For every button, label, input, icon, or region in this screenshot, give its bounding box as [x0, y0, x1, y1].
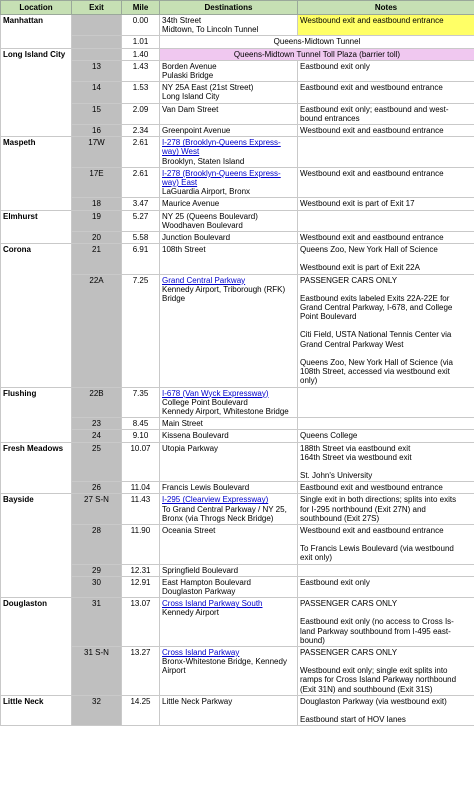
notes-cell	[298, 244, 474, 274]
table-row	[1, 430, 474, 442]
route-link[interactable]: way) East	[162, 178, 198, 188]
line-gap	[300, 535, 472, 544]
notes-cell	[298, 598, 474, 647]
exit-cell: 14	[72, 82, 122, 103]
destinations-cell	[160, 15, 298, 36]
notes-cell	[298, 695, 474, 725]
header-notes: Notes	[298, 1, 474, 15]
text-line: Eastbound start of HOV lanes	[300, 714, 406, 724]
line-gap	[300, 321, 472, 330]
notes-cell	[298, 524, 474, 564]
text-line: NY 25A East (21st Street)	[162, 83, 254, 93]
mile-cell: 10.07	[122, 442, 160, 482]
destinations-cell	[160, 137, 298, 168]
exit-cell: 21	[72, 244, 122, 274]
route-link[interactable]: I-678 (Van Wyck Expressway)	[162, 388, 269, 398]
table-row	[1, 418, 474, 430]
text-line: Queens Zoo, New York Hall of Science	[300, 245, 438, 255]
text-line: Woodhaven Boulevard	[162, 220, 243, 230]
text-line: Utopia Parkway	[162, 443, 219, 453]
exit-cell: 30	[72, 576, 122, 597]
notes-cell	[298, 482, 474, 494]
mile-cell: 7.25	[122, 274, 160, 387]
location-cell: Bayside	[1, 494, 72, 598]
route-link[interactable]: I-278 (Brooklyn-Queens Express-	[162, 168, 281, 178]
exit-cell: 27 S-N	[72, 494, 122, 525]
notes-cell	[298, 103, 474, 124]
location-cell: Manhattan	[1, 15, 72, 49]
mile-cell: 8.45	[122, 418, 160, 430]
table-row	[1, 103, 474, 124]
text-line: To Francis Lewis Boulevard (via westbound	[300, 544, 454, 554]
mile-cell: 1.53	[122, 82, 160, 103]
notes-cell	[298, 167, 474, 198]
table-row	[1, 210, 474, 231]
destinations-cell	[160, 274, 298, 387]
exit-cell: 16	[72, 125, 122, 137]
table-row	[1, 482, 474, 494]
mile-cell: 14.25	[122, 695, 160, 725]
table-row	[1, 82, 474, 103]
text-line: Eastbound exit only; eastbound and west-	[300, 104, 449, 114]
notes-cell	[298, 646, 474, 695]
destinations-cell	[160, 695, 298, 725]
location-cell: Maspeth	[1, 137, 72, 210]
location-cell: Fresh Meadows	[1, 442, 72, 494]
text-line: PASSENGER CARS ONLY	[300, 275, 398, 285]
mile-cell: 1.40	[122, 48, 160, 60]
table-row	[1, 167, 474, 198]
text-line: Eastbound exit only	[300, 577, 370, 587]
text-line: Eastbound exits labeled Exits 22A-22E for	[300, 293, 450, 303]
text-line: NY 25 (Queens Boulevard)	[162, 211, 258, 221]
text-line: Brooklyn, Staten Island	[162, 156, 245, 166]
exit-cell: 32	[72, 695, 122, 725]
exit-cell: 18	[72, 198, 122, 210]
table-row	[1, 198, 474, 210]
destinations-cell	[160, 576, 298, 597]
text-line: bound entrances	[300, 113, 360, 123]
table-row	[1, 564, 474, 576]
destinations-cell	[160, 167, 298, 198]
text-line: Westbound exit is part of Exit 22A	[300, 263, 420, 273]
notes-cell	[298, 232, 474, 244]
text-line: Greenpoint Avenue	[162, 126, 231, 136]
destinations-cell	[160, 418, 298, 430]
text-line: for I-295 northbound (Exit 27N) and	[300, 504, 426, 514]
text-line: Kennedy Airport	[162, 608, 219, 618]
text-line: PASSENGER CARS ONLY	[300, 647, 398, 657]
mile-cell: 1.01	[122, 36, 160, 48]
notes-cell	[298, 82, 474, 103]
table-row	[1, 387, 474, 418]
location-cell: Corona	[1, 244, 72, 387]
notes-cell	[298, 274, 474, 387]
text-line: Eastbound exit and westbound entrance	[300, 83, 443, 93]
text-line: LaGuardia Airport, Bronx	[162, 187, 251, 197]
destinations-cell	[160, 210, 298, 231]
text-line: Bronx (via Throgs Neck Bridge)	[162, 513, 274, 523]
text-line: Eastbound exit and westbound entrance	[300, 483, 443, 493]
destinations-cell	[160, 598, 298, 647]
table-row	[1, 48, 474, 60]
text-line: Queens Zoo, New York Hall of Science (via	[300, 357, 453, 367]
text-line: College Point Boulevard	[162, 397, 248, 407]
table-row	[1, 36, 474, 48]
header-location: Location	[1, 1, 72, 15]
destinations-cell	[160, 198, 298, 210]
text-line: Grand Central Parkway, I-678, and College	[300, 303, 453, 313]
exit-cell: 24	[72, 430, 122, 442]
text-line: 188th Street via eastbound exit	[300, 443, 411, 453]
location-cell: Elmhurst	[1, 210, 72, 244]
text-line: Bronx-Whitestone Bridge, Kennedy	[162, 657, 287, 667]
text-line: Westbound exit only; single exit splits into	[300, 666, 448, 676]
text-line: Westbound exit and eastbound entrance	[300, 126, 444, 136]
notes-cell	[298, 418, 474, 430]
text-line: Main Street	[162, 419, 203, 429]
text-line: Kissena Boulevard	[162, 431, 229, 441]
text-line: 108th Street	[162, 245, 206, 255]
mile-cell: 11.90	[122, 524, 160, 564]
table-row	[1, 524, 474, 564]
notes-cell	[298, 494, 474, 525]
notes-cell	[298, 125, 474, 137]
text-line: Junction Boulevard	[162, 233, 231, 243]
location-cell: Flushing	[1, 387, 72, 442]
text-line: Queens College	[300, 431, 358, 441]
notes-cell	[298, 387, 474, 418]
destinations-cell	[160, 482, 298, 494]
exit-cell: 13	[72, 60, 122, 81]
text-line: exit only)	[300, 553, 333, 563]
notes-cell	[298, 210, 474, 231]
mile-cell: 5.58	[122, 232, 160, 244]
header-mile: Mile	[122, 1, 160, 15]
line-gap	[300, 657, 472, 666]
text-line: Kennedy Airport, Whitestone Bridge	[162, 406, 289, 416]
table-row	[1, 442, 474, 482]
route-link[interactable]: I-278 (Brooklyn-Queens Express-	[162, 138, 281, 148]
text-line: Douglaston Parkway (via westbound exit)	[300, 696, 447, 706]
notes-cell	[298, 15, 474, 36]
destinations-cell	[160, 646, 298, 695]
exit-cell: 15	[72, 103, 122, 124]
text-line: Francis Lewis Boulevard	[162, 483, 250, 493]
exit-cell: 22A	[72, 274, 122, 387]
text-line: Westbound exit and eastbound entrance	[300, 168, 444, 178]
mile-cell: 11.43	[122, 494, 160, 525]
route-link[interactable]: Cross Island Parkway	[162, 647, 240, 657]
text-line: Grand Central Parkway West	[300, 339, 404, 349]
text-line: Maurice Avenue	[162, 199, 220, 209]
table-row	[1, 598, 474, 647]
exit-cell: 17E	[72, 167, 122, 198]
text-line: Eastbound exit only	[300, 61, 370, 71]
notes-cell	[298, 564, 474, 576]
text-line: Eastbound exit only (no access to Cross Is-	[300, 617, 454, 627]
mile-cell: 2.09	[122, 103, 160, 124]
mile-cell: 1.43	[122, 60, 160, 81]
exit-cell: 19	[72, 210, 122, 231]
exit-cell: 26	[72, 482, 122, 494]
text-line: Midtown, To Lincoln Tunnel	[162, 25, 259, 35]
exit-cell: 17W	[72, 137, 122, 168]
header-exit: Exit	[72, 1, 122, 15]
text-line: Borden Avenue	[162, 61, 217, 71]
mile-cell: 5.27	[122, 210, 160, 231]
table-row	[1, 232, 474, 244]
mile-cell: 9.10	[122, 430, 160, 442]
text-line: PASSENGER CARS ONLY	[300, 599, 398, 609]
line-gap	[300, 349, 472, 358]
notes-cell	[298, 576, 474, 597]
table-row	[1, 494, 474, 525]
text-line: Oceania Street	[162, 525, 216, 535]
exit-cell	[72, 15, 122, 36]
mile-cell: 12.91	[122, 576, 160, 597]
span-note-cell: Queens-Midtown Tunnel Toll Plaza (barrier toll)	[160, 48, 474, 60]
destinations-cell	[160, 82, 298, 103]
text-line: Little Neck Parkway	[162, 696, 233, 706]
text-line: 164th Street via westbound exit	[300, 452, 412, 462]
text-line: Springfield Boulevard	[162, 565, 239, 575]
destinations-cell	[160, 564, 298, 576]
text-line: ramps for Cross Island Parkway northbound	[300, 675, 457, 685]
destinations-cell	[160, 387, 298, 418]
text-line: Westbound exit and eastbound entrance	[300, 525, 444, 535]
text-line: Single exit in both directions; splits into exits	[300, 495, 457, 505]
mile-cell: 6.91	[122, 244, 160, 274]
exit-cell: 23	[72, 418, 122, 430]
table-row	[1, 576, 474, 597]
table-row	[1, 274, 474, 387]
notes-cell	[298, 60, 474, 81]
text-line: bound)	[300, 635, 325, 645]
text-line: St. John's University	[300, 470, 373, 480]
text-line: Westbound exit and eastbound entrance	[300, 233, 444, 243]
table-row	[1, 695, 474, 725]
text-line: only)	[300, 376, 318, 386]
mile-cell: 11.04	[122, 482, 160, 494]
location-cell: Long Island City	[1, 48, 72, 137]
text-line: Citi Field, USTA National Tennis Center via	[300, 330, 452, 340]
table-row	[1, 125, 474, 137]
text-line: southbound (Exit 27S)	[300, 513, 380, 523]
location-cell: Little Neck	[1, 695, 72, 725]
destinations-cell	[160, 103, 298, 124]
header-row	[1, 1, 474, 15]
line-gap	[300, 285, 472, 294]
header-destinations: Destinations	[160, 1, 298, 15]
mile-cell: 2.61	[122, 137, 160, 168]
text-line: (Exit 31N) and southbound (Exit 31S)	[300, 684, 433, 694]
text-line: Bridge	[162, 294, 186, 304]
mile-cell: 13.07	[122, 598, 160, 647]
destinations-cell	[160, 494, 298, 525]
text-line: Kennedy Airport, Triborough (RFK)	[162, 284, 286, 294]
line-gap	[300, 608, 472, 617]
mile-cell: 0.00	[122, 15, 160, 36]
destinations-cell	[160, 430, 298, 442]
destinations-cell	[160, 524, 298, 564]
exit-cell	[72, 48, 122, 60]
mile-cell: 2.61	[122, 167, 160, 198]
text-line: Westbound exit is part of Exit 17	[300, 199, 415, 209]
exit-cell: 28	[72, 524, 122, 564]
text-line: Westbound exit and eastbound entrance	[300, 16, 444, 25]
destinations-cell	[160, 60, 298, 81]
text-line: Point Boulevard	[300, 312, 357, 322]
line-gap	[300, 254, 472, 263]
table-row	[1, 646, 474, 695]
mile-cell: 2.34	[122, 125, 160, 137]
text-line: East Hampton Boulevard	[162, 577, 251, 587]
text-line: land Parkway southbound from I-495 east-	[300, 626, 451, 636]
exit-cell: 31 S-N	[72, 646, 122, 695]
exit-cell	[72, 36, 122, 48]
line-gap	[300, 706, 472, 715]
route-link[interactable]: way) West	[162, 147, 200, 157]
exit-cell: 22B	[72, 387, 122, 418]
text-line: Van Dam Street	[162, 104, 219, 114]
text-line: 34th Street	[162, 16, 202, 25]
notes-cell	[298, 430, 474, 442]
text-line: Pulaski Bridge	[162, 71, 214, 81]
exit-cell: 20	[72, 232, 122, 244]
text-line: 108th Street, accessed via westbound exit	[300, 367, 450, 377]
mile-cell: 13.27	[122, 646, 160, 695]
route-link[interactable]: I-295 (Clearview Expressway)	[162, 495, 269, 505]
text-line: Airport	[162, 666, 186, 676]
exit-cell: 29	[72, 564, 122, 576]
table-row	[1, 244, 474, 274]
route-link[interactable]: Grand Central Parkway	[162, 275, 246, 285]
span-note-cell: Queens-Midtown Tunnel	[160, 36, 474, 48]
exit-cell: 25	[72, 442, 122, 482]
text-line: Douglaston Parkway	[162, 586, 236, 596]
mile-cell: 7.35	[122, 387, 160, 418]
destinations-cell	[160, 125, 298, 137]
route-link[interactable]: Cross Island Parkway South	[162, 599, 263, 609]
notes-cell	[298, 442, 474, 482]
line-gap	[300, 462, 472, 471]
mile-cell: 12.31	[122, 564, 160, 576]
table-row	[1, 137, 474, 168]
destinations-cell	[160, 244, 298, 274]
table-row	[1, 60, 474, 81]
notes-cell	[298, 198, 474, 210]
exit-cell: 31	[72, 598, 122, 647]
location-cell: Douglaston	[1, 598, 72, 696]
destinations-cell	[160, 442, 298, 482]
destinations-cell	[160, 232, 298, 244]
notes-cell	[298, 137, 474, 168]
mile-cell: 3.47	[122, 198, 160, 210]
table-row	[1, 15, 474, 36]
text-line: To Grand Central Parkway / NY 25,	[162, 504, 287, 514]
text-line: Long Island City	[162, 92, 220, 102]
